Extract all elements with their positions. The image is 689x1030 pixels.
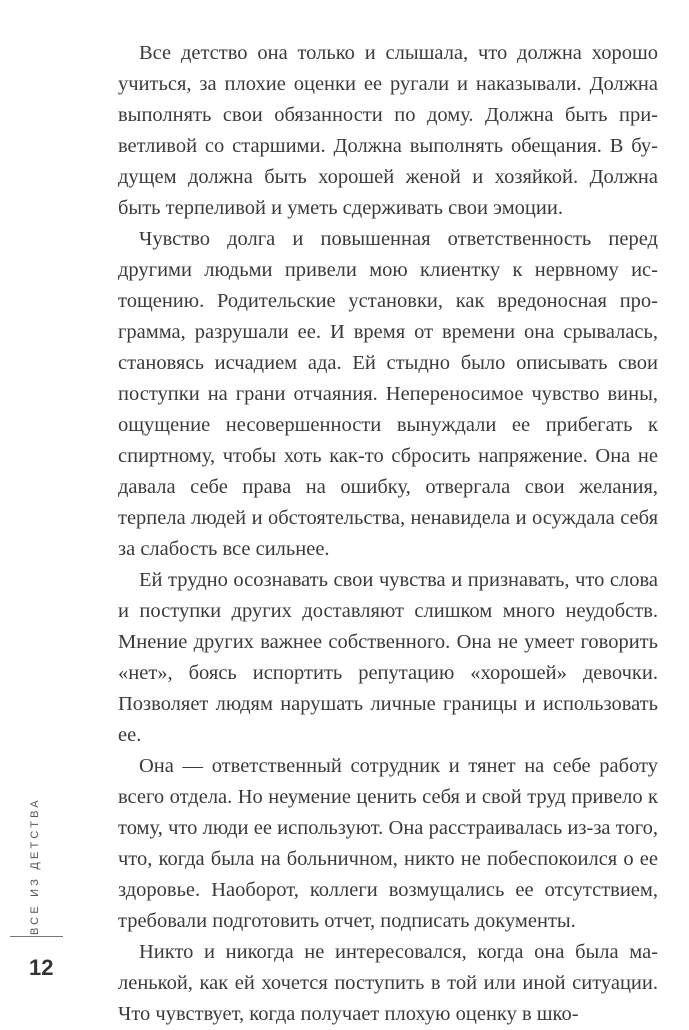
page-number-divider: [10, 936, 63, 937]
paragraph-3: Ей трудно осознавать свои чувства и признавать, что слова и поступки других доставляют слишком много неудобств. Мнение других важнее собственного. Она не умеет говорить «нет», боясь испортить репутацию «хорошей» девочки. Позволяет людям нарушать личные границы и использовать ее.: [118, 569, 658, 746]
page-number: 12: [29, 955, 54, 980]
paragraph-5: Никто и никогда не интересовался, когда она была маленькой, как ей хочется поступить в той или иной ситуации. Что чувствует, когда получает плохую оценку в шко-: [118, 941, 658, 1025]
body-text: [118, 38, 658, 1030]
paragraph-4: Она — ответственный сотрудник и тянет на себе работу всего отдела. Но неумение ценить себя и свой труд привело к тому, что люди ее используют. Она расстраивалась из-за того, что, когда была на больничном, никто не побеспокоился о ее здоровье. Наоборот, коллеги возмущались ее отсутствием, требовали подготовить отчет, подписать документы.: [118, 755, 658, 932]
running-head-section-title: ВСЕ ИЗ ДЕТСТВА: [29, 797, 41, 935]
paragraph-2: Чувство долга и повышенная ответственность перед другими людьми привели мою клиентку к нервному истощению. Родительские установки, как вредоносная программа, разрушали ее. И время от времени она срывалась, становясь исчадием ада. Ей стыдно было описывать свои поступки на грани отчаяния. Непереносимое чувство вины, ощущение несовершенности вынуждали ее прибегать к спиртному, чтобы хоть как-то сбросить напряжение. Она не давала себе права на ошибку, отвергала свои желания, терпела людей и обстоятельства, ненавидела и осуждала себя за слабость все сильнее.: [118, 228, 658, 560]
paragraph-1: Все детство она только и слышала, что должна хорошо учиться, за плохие оценки ее ругали и наказывали. Должна выполнять свои обязанности по дому. Должна быть приветливой со старшими. Должна выполнять обещания. В будущем должна быть хорошей женой и хозяйкой. Должна быть терпеливой и уметь сдерживать свои эмоции.: [118, 42, 658, 219]
